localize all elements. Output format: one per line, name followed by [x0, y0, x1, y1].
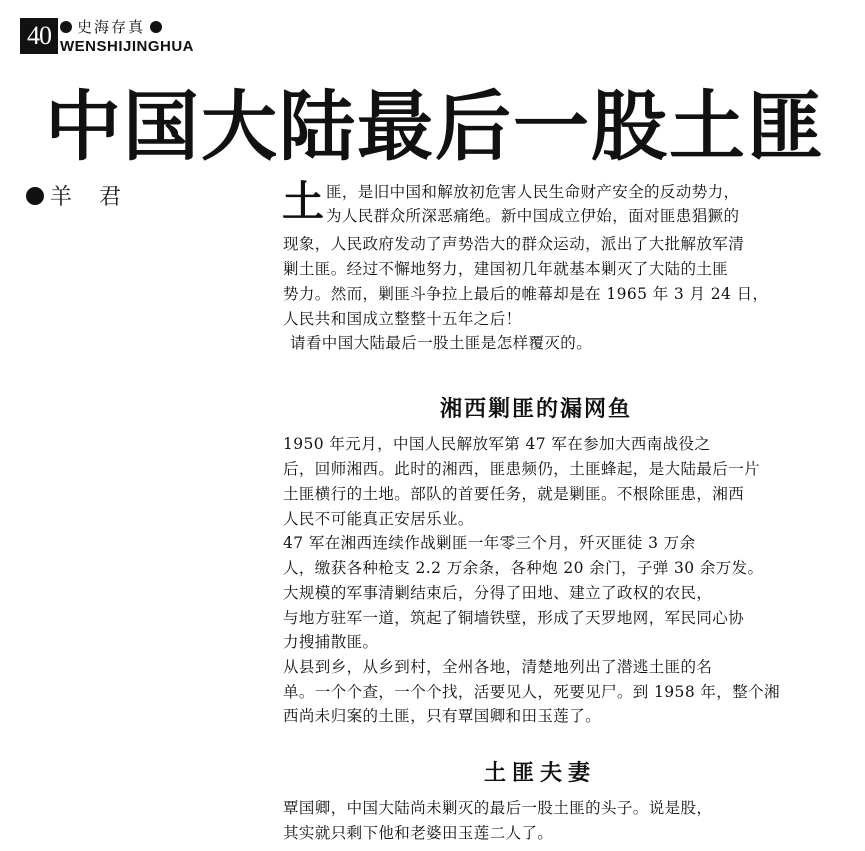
text-line: 现象，人民政府发动了声势浩大的群众运动，派出了大批解放军清	[283, 235, 745, 253]
drop-cap: 土	[282, 177, 325, 226]
column-title-text: 史海存真	[77, 18, 146, 36]
article-title: 中国大陆最后一股土匪	[45, 82, 825, 171]
bullet-dot-icon	[60, 21, 72, 33]
text-line: 人，缴获各种枪支 2.2 万余条，各种炮 20 余门，子弹 30 余万发。	[283, 559, 764, 577]
text-line: 47 军在湘西连续作战剿匪一年零三个月，歼灭匪徒 3 万余	[283, 534, 696, 552]
column-subtitle: WENSHIJINGHUA	[60, 38, 195, 55]
text-line: 从县到乡，从乡到村，全州各地，清楚地列出了潜逃土匪的名	[283, 658, 713, 676]
page-number: 40	[20, 18, 58, 54]
text-line: 土匪横行的土地。部队的首要任务，就是剿匪。不根除匪患，湘西	[283, 485, 745, 503]
text-line: 单。一个个查，一个个找，活要见人，死要见尸。到 1958 年，整个湘	[283, 683, 780, 701]
bullet-dot-icon	[26, 187, 44, 205]
text-line: 西尚未归案的土匪，只有覃国卿和田玉莲了。	[283, 707, 602, 725]
section-heading: 土匪夫妻	[484, 761, 597, 786]
bullet-dot-icon	[150, 21, 162, 33]
text-line: 后，回师湘西。此时的湘西，匪患频仍，土匪蜂起，是大陆最后一片	[283, 460, 761, 478]
column-title	[60, 16, 162, 37]
text-line: 剿土匪。经过不懈地努力，建国初几年就基本剿灭了大陆的土匪	[283, 260, 729, 278]
text-line: 与地方驻军一道，筑起了铜墙铁壁，形成了天罗地网，军民同心协	[283, 609, 745, 627]
text-line: 力搜捕散匪。	[283, 633, 379, 651]
text-line: 大规模的军事清剿结束后，分得了田地、建立了政权的农民，	[283, 584, 713, 602]
text-line: 覃国卿，中国大陆尚未剿灭的最后一股土匪的头子。说是股，	[283, 799, 713, 817]
text-line: 势力。然而，剿匪斗争拉上最后的帷幕却是在 1965 年 3 月 24 日，	[283, 285, 769, 303]
text-line: 人民不可能真正安居乐业。	[283, 510, 474, 528]
text-line: 其实就只剩下他和老婆田玉莲二人了。	[283, 824, 554, 842]
text-line: 匪，是旧中国和解放初危害人民生命财产安全的反动势力，	[326, 183, 740, 201]
text-line: 人民共和国成立整整十五年之后！	[283, 310, 522, 328]
text-line: 为人民群众所深恶痛绝。新中国成立伊始，面对匪患猖獗的	[326, 207, 740, 225]
author-name: 羊 君	[50, 185, 131, 210]
text-line: 1950 年元月，中国人民解放军第 47 军在参加大西南战役之	[283, 435, 711, 453]
section-heading: 湘西剿匪的漏网鱼	[440, 397, 633, 422]
author-byline	[26, 180, 131, 211]
text-line: 请看中国大陆最后一股土匪是怎样覆灭的。	[290, 334, 593, 352]
